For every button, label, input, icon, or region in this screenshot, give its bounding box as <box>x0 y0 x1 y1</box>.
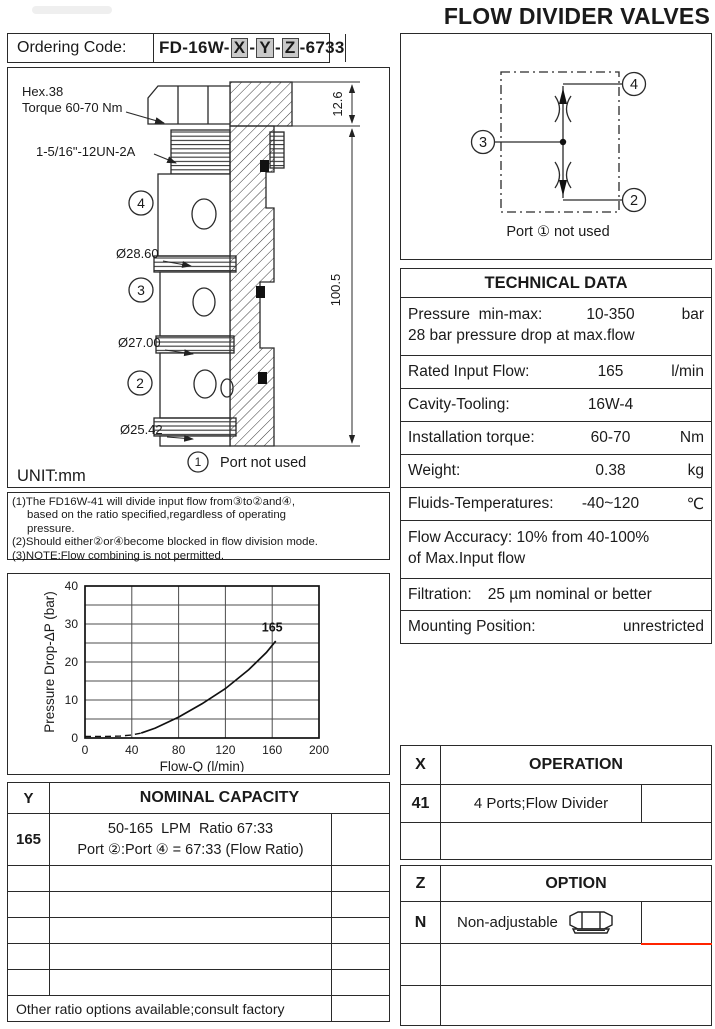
code-z-placeholder: Z <box>282 38 299 58</box>
x-column-letter: X <box>401 746 441 784</box>
hydraulic-schematic-panel <box>400 33 712 260</box>
up-arrow <box>559 88 567 104</box>
z-column-letter: Z <box>401 866 441 901</box>
y-code-165: 165 <box>8 814 50 865</box>
valve-plug-hatch <box>230 82 292 126</box>
note-1-line3: pressure. <box>27 522 75 535</box>
code-y-placeholder: Y <box>256 38 274 58</box>
y-empty-row <box>50 970 331 995</box>
schematic-port-4: 4 <box>629 77 639 93</box>
scan-artifact <box>32 6 112 14</box>
junction-dot <box>560 139 566 145</box>
port-not-used-note: Port not used <box>220 455 307 471</box>
tech-row-mounting: Mounting Position: unrestricted <box>401 610 711 643</box>
y-axis-label: Pressure Drop-ΔP (bar) <box>42 591 57 733</box>
x-axis-label: Flow-Q (l/min) <box>159 759 245 772</box>
note-1-line2: based on the ratio specified,regardless of operating <box>27 509 286 522</box>
chart-canvas <box>8 574 387 772</box>
note-3: (3)NOTE:Flow combining is not permitted. <box>12 549 225 562</box>
valve-section-hatch <box>230 126 274 446</box>
z-desc-n <box>441 902 641 943</box>
ordering-code-label: Ordering Code: <box>8 34 154 62</box>
x-tick: 120 <box>215 743 236 757</box>
valve-drawing-panel <box>7 67 390 488</box>
y-tick: 0 <box>71 731 78 745</box>
z-empty-row <box>441 986 711 1025</box>
note-2: (2)Should either②or④become blocked in flow division mode. <box>12 536 318 549</box>
ordering-code-box <box>7 33 345 63</box>
curve-label: 165 <box>261 620 283 635</box>
nominal-capacity-table <box>7 782 390 1022</box>
hex-label-line1: Hex.38 <box>22 84 64 99</box>
y-tick: 40 <box>64 579 78 593</box>
schematic-caption: Port ① not used <box>506 224 610 240</box>
red-scan-line <box>641 943 712 945</box>
unit-label: UNIT:mm <box>17 467 86 485</box>
valve-cross-section-drawing <box>8 68 387 485</box>
hydraulic-schematic <box>401 34 709 257</box>
y-capacity-line2: Port ②:Port ④ = 67:33 (Flow Ratio) <box>77 841 304 858</box>
x-empty-row <box>441 823 711 859</box>
dim-12-6: 12.6 <box>330 91 345 117</box>
tech-row-cavity: Cavity-Tooling: 16W-4 <box>401 388 711 421</box>
hex-plug-icon <box>567 910 615 936</box>
dia-27-00-label: Ø27.00 <box>118 335 161 350</box>
schematic-port-3: 3 <box>478 135 488 151</box>
y-column-letter: Y <box>8 783 50 813</box>
operation-table <box>400 745 712 860</box>
z-empty-cell <box>641 902 711 943</box>
ordering-code-empty-cell <box>345 34 359 62</box>
y-tick: 20 <box>64 655 78 669</box>
code-dash2: - <box>274 38 281 57</box>
x-empty-cell <box>641 785 711 822</box>
orifice-bottom <box>555 162 560 188</box>
technical-data-table <box>400 268 712 644</box>
y-empty-row <box>50 866 331 891</box>
drawing-port-3: 3 <box>137 282 145 298</box>
schematic-lines <box>495 72 622 212</box>
hex-label-line2: Torque 60-70 Nm <box>22 100 123 115</box>
thread-label: 1-5/16"-12UN-2A <box>36 144 136 159</box>
valve-body <box>148 82 292 446</box>
y-empty-row <box>50 918 331 943</box>
y-tick: 10 <box>64 693 78 707</box>
drawing-port-4: 4 <box>137 195 145 211</box>
dia-25-42-label: Ø25.42 <box>120 422 163 437</box>
y-empty-cell <box>331 814 389 865</box>
page-title: FLOW DIVIDER VALVES <box>443 3 710 29</box>
seal-2 <box>256 286 265 298</box>
z-option-label: Non-adjustable <box>457 914 558 931</box>
y-desc-165 <box>50 814 331 865</box>
notes-panel <box>7 492 390 560</box>
seal-3 <box>258 372 267 384</box>
tech-row-fluids-temp: Fluids-Temperatures: -40~120 ℃ <box>401 487 711 520</box>
y-tick: 30 <box>64 617 78 631</box>
x-tick: 200 <box>308 743 330 757</box>
pressure-drop-chart <box>7 573 390 775</box>
valve-thread <box>171 130 230 174</box>
note-1-line1: (1)The FD16W-41 will divide input flow from③to②and④, <box>12 496 296 508</box>
y-empty-row <box>50 892 331 917</box>
technical-data-title: TECHNICAL DATA <box>484 273 628 292</box>
x-tick: 80 <box>171 743 186 757</box>
option-title: OPTION <box>545 874 607 892</box>
y-capacity-line1: 50-165 LPM Ratio 67:33 <box>107 821 274 838</box>
y-empty-row <box>50 944 331 969</box>
operation-title: OPERATION <box>529 756 623 773</box>
tech-row-weight: Weight: 0.38 kg <box>401 454 711 487</box>
z-empty-row <box>441 944 711 985</box>
x-code-41: 41 <box>401 785 441 822</box>
schematic-port-2: 2 <box>629 193 639 209</box>
ordering-code-value <box>154 34 345 62</box>
tech-row-flow-accuracy: Flow Accuracy: 10% from 40-100% of Max.Input flow <box>401 520 711 578</box>
orifice-top <box>555 96 560 122</box>
code-x-placeholder: X <box>231 38 249 58</box>
flow-curve-dashed <box>85 733 141 736</box>
tech-row-pressure: Pressure min-max: 10-350 bar 28 bar pressure drop at max.flow <box>401 297 711 355</box>
valve-hex-head <box>148 86 230 124</box>
tech-row-filtration: Filtration: 25 µm nominal or better <box>401 578 711 610</box>
z-code-n: N <box>401 902 441 943</box>
dia-28-60-label: Ø28.60 <box>116 246 159 261</box>
seal-1 <box>260 160 269 172</box>
option-table <box>400 865 712 1026</box>
tech-row-rated-flow: Rated Input Flow: 165 l/min <box>401 355 711 388</box>
dim-100-5: 100.5 <box>328 273 343 307</box>
drawing-port-1: 1 <box>194 455 202 469</box>
x-tick: 0 <box>81 743 89 757</box>
down-arrow <box>559 180 567 196</box>
drawing-port-2: 2 <box>136 375 144 391</box>
code-prefix: FD-16W- <box>159 38 230 57</box>
y-table-footer: Other ratio options available;consult factory <box>16 1000 285 1017</box>
nominal-capacity-title: NOMINAL CAPACITY <box>139 789 300 806</box>
code-dash1: - <box>249 38 256 57</box>
code-suffix: -6733 <box>299 38 345 57</box>
tech-row-torque: Installation torque: 60-70 Nm <box>401 421 711 454</box>
x-desc-41: 4 Ports;Flow Divider <box>473 795 609 812</box>
x-tick: 40 <box>125 743 139 757</box>
x-tick: 160 <box>262 743 283 757</box>
